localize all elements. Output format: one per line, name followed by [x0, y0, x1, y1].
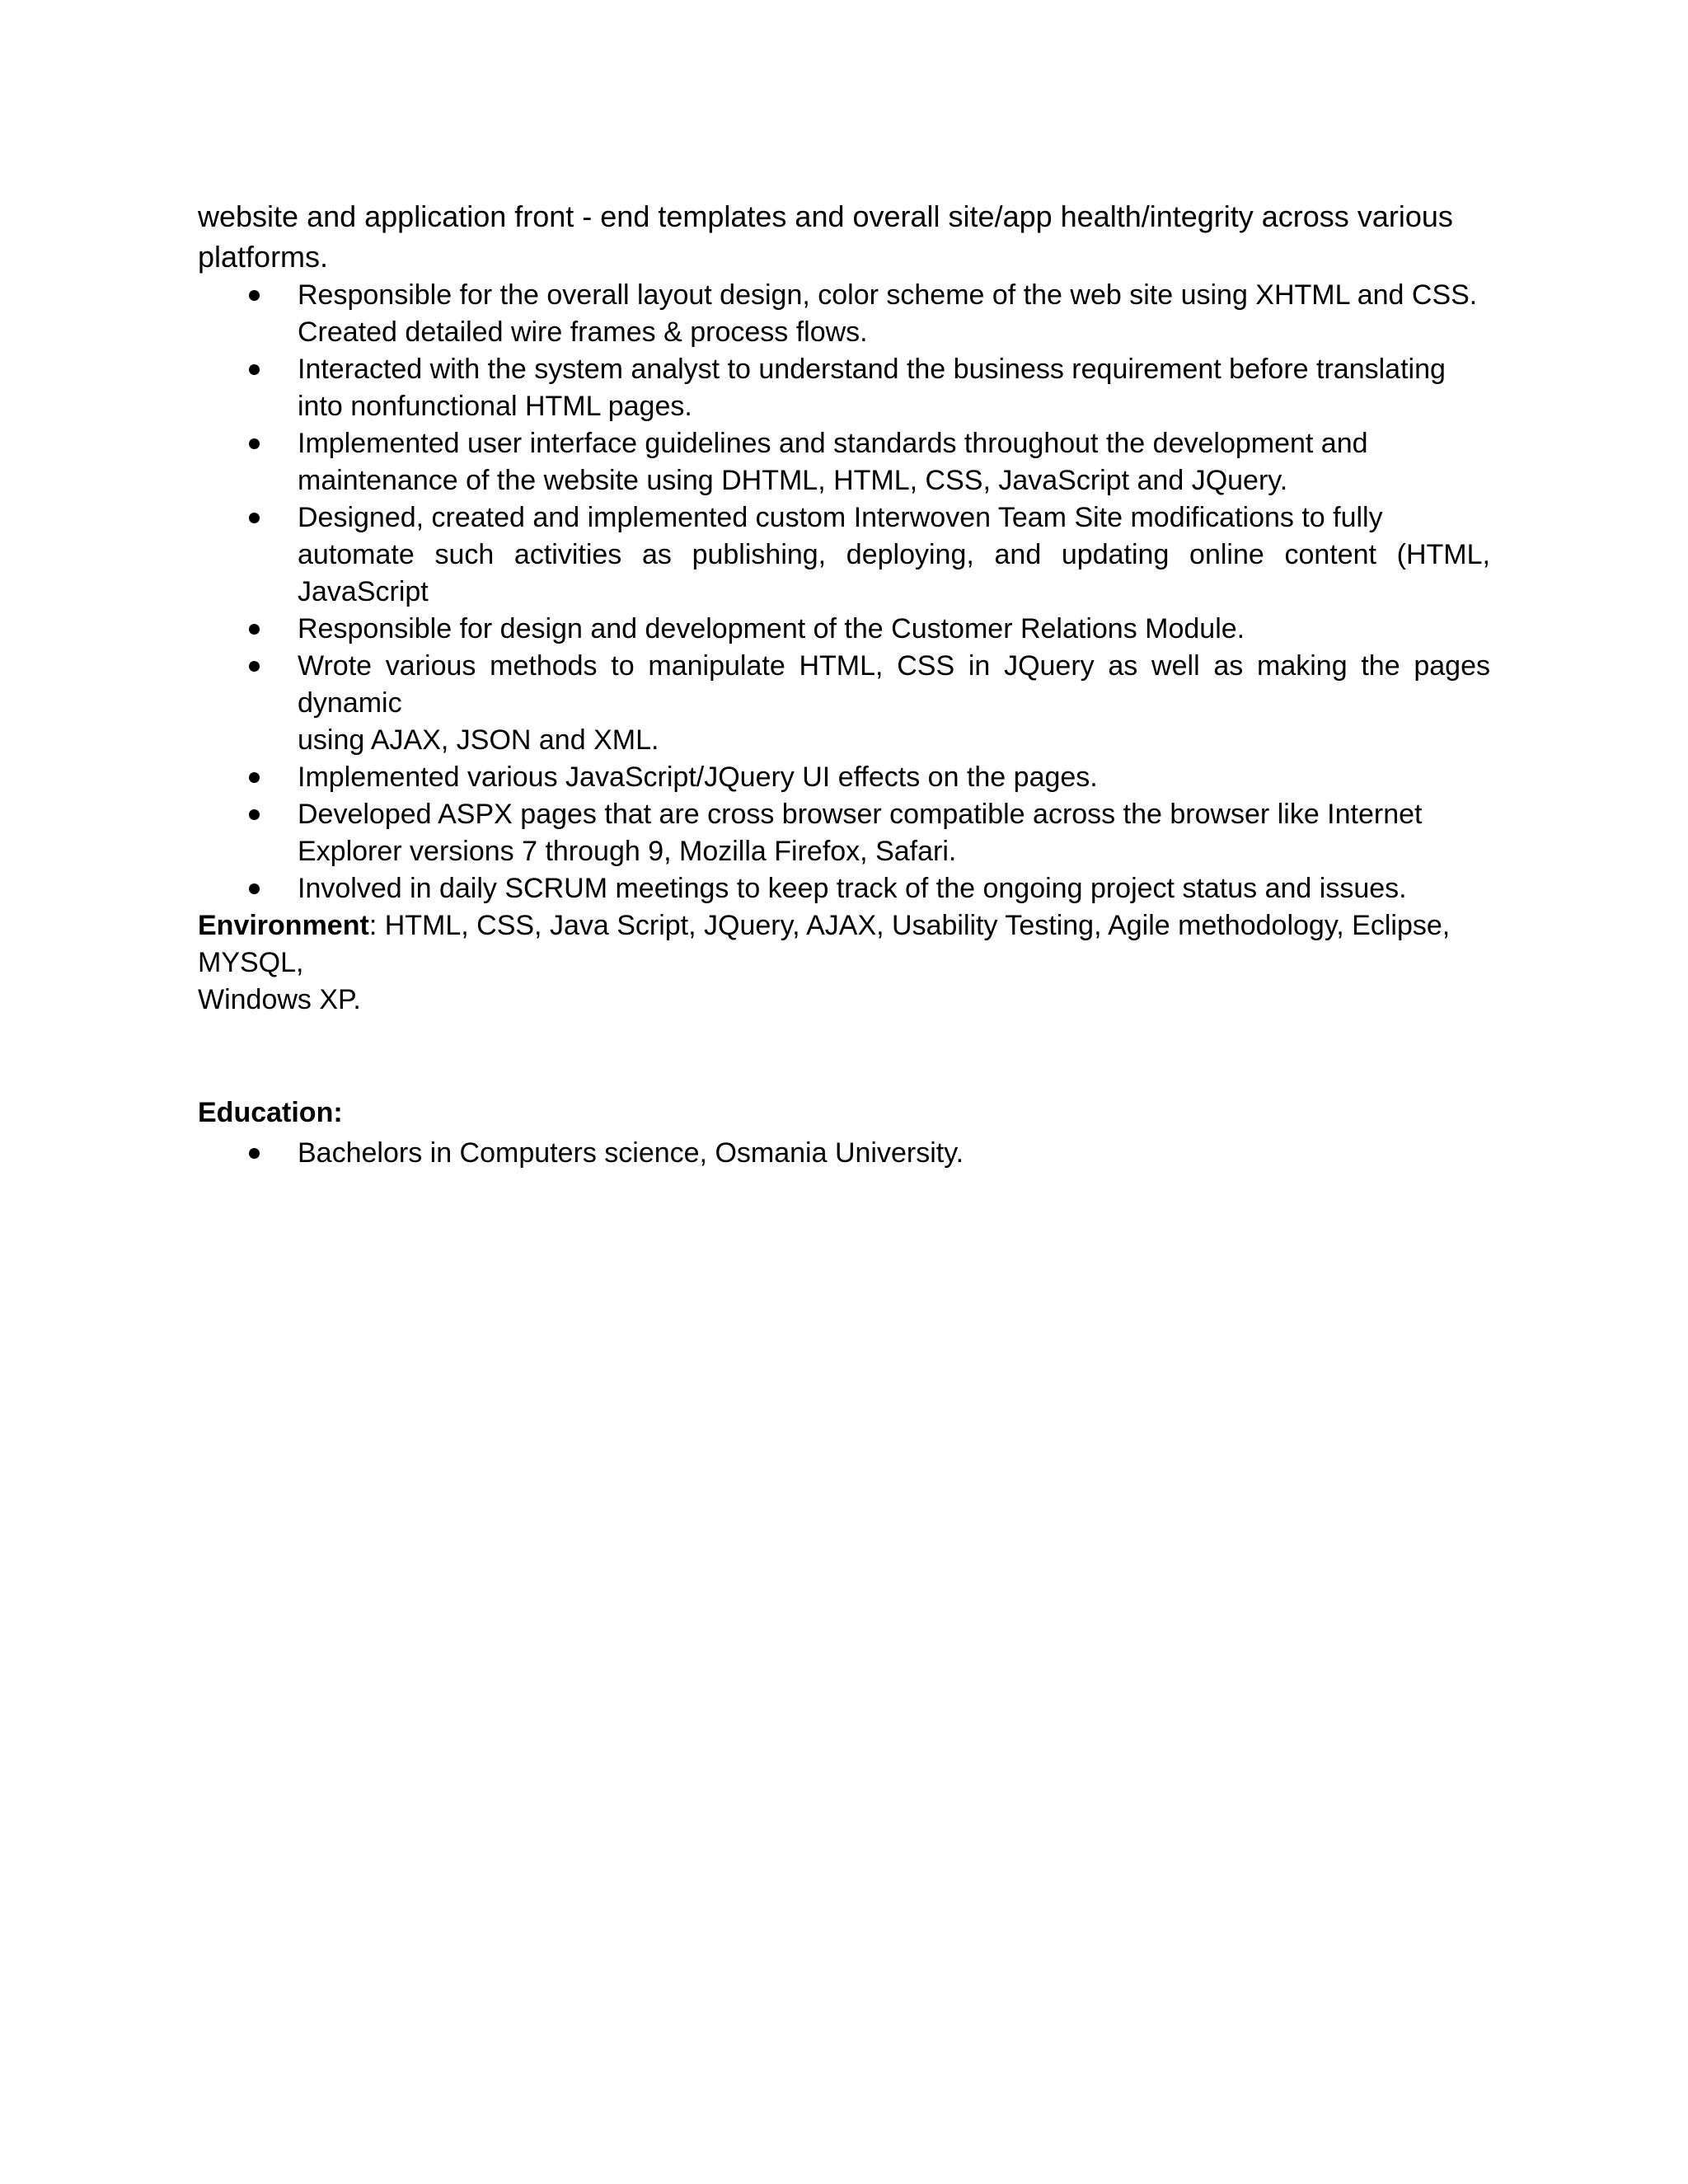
intro-line: website and application front - end templates and overall site/app health/integrity across various [198, 199, 1453, 233]
education-list [198, 1135, 1490, 1172]
list-item [198, 648, 1490, 759]
list-item [198, 351, 1490, 425]
resume-page [198, 196, 1490, 1172]
bullet-icon [249, 883, 260, 894]
environment-text: Windows XP. [198, 984, 361, 1015]
list-item [198, 870, 1490, 907]
list-item-text: Created detailed wire frames & process flows. [298, 316, 868, 348]
list-item [198, 759, 1490, 796]
list-item [198, 499, 1490, 611]
responsibilities-list [198, 277, 1490, 907]
list-item-text: Responsible for the overall layout design, color scheme of the web site using XHTML and CSS. [298, 279, 1478, 311]
bullet-icon [249, 1148, 260, 1159]
intro-paragraph [198, 196, 1490, 277]
bullet-icon [249, 624, 260, 635]
list-item-text: Involved in daily SCRUM meetings to keep track of the ongoing project status and issues. [298, 873, 1407, 904]
list-item [198, 277, 1490, 351]
list-item-text: maintenance of the website using DHTML, HTML, CSS, JavaScript and JQuery. [298, 465, 1288, 496]
education-heading: Education: [198, 1097, 343, 1128]
list-item-text: Implemented user interface guidelines and standards throughout the development and [298, 428, 1368, 459]
intro-line: platforms. [198, 240, 329, 274]
bullet-icon [249, 438, 260, 449]
bullet-icon [249, 290, 260, 301]
list-item-text: automate such activities as publishing, deploying, and updating online content (HTML, JavaScript [298, 539, 1490, 607]
bullet-icon [249, 661, 260, 672]
environment-line [198, 907, 1490, 1019]
list-item-text: Bachelors in Computers science, Osmania University. [298, 1137, 964, 1169]
list-item-text: Explorer versions 7 through 9, Mozilla Firefox, Safari. [298, 836, 957, 867]
list-item-text: using AJAX, JSON and XML. [298, 724, 659, 756]
environment-text: : HTML, CSS, Java Script, JQuery, AJAX, Usability Testing, Agile methodology, Eclipse, MYSQL, [198, 910, 1451, 978]
environment-label: Environment [198, 910, 369, 941]
list-item [198, 1135, 1490, 1172]
list-item [198, 611, 1490, 648]
list-item-text: Wrote various methods to manipulate HTML, CSS in JQuery as well as making the pages dynamic [298, 650, 1490, 719]
list-item-text: Designed, created and implemented custom Interwoven Team Site modifications to fully [298, 502, 1383, 533]
list-item-text: Implemented various JavaScript/JQuery UI effects on the pages. [298, 762, 1098, 793]
list-item-text: Developed ASPX pages that are cross browser compatible across the browser like Internet [298, 799, 1423, 830]
list-item [198, 796, 1490, 870]
list-item-text: Interacted with the system analyst to understand the business requirement before translating [298, 354, 1446, 385]
list-item-text: into nonfunctional HTML pages. [298, 391, 692, 422]
bullet-icon [249, 364, 260, 375]
bullet-icon [249, 809, 260, 820]
bullet-icon [249, 772, 260, 783]
list-item-text: Responsible for design and development of the Customer Relations Module. [298, 613, 1245, 644]
bullet-icon [249, 513, 260, 523]
list-item [198, 425, 1490, 499]
